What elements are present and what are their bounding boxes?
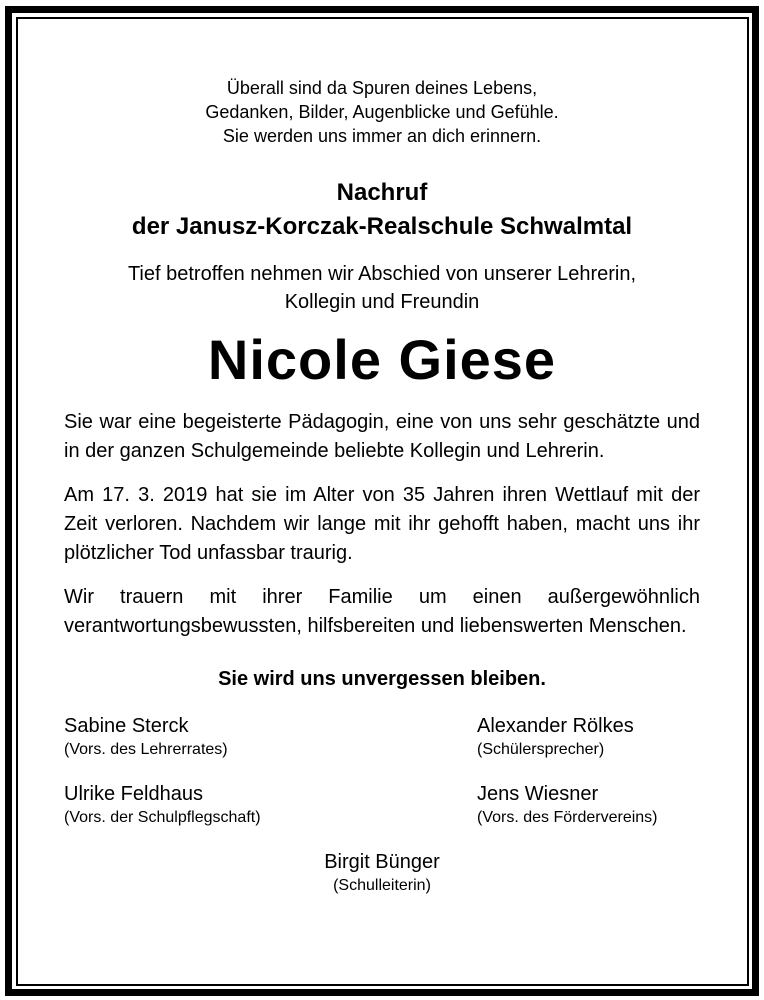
signatory bbox=[477, 781, 658, 829]
signatory bbox=[477, 713, 634, 761]
signatory-name: Alexander Rölkes bbox=[477, 715, 634, 737]
signatory bbox=[64, 781, 261, 829]
intro-text bbox=[64, 260, 700, 316]
signatories bbox=[64, 713, 700, 903]
paragraph: Am 17. 3. 2019 hat sie im Alter von 35 Jahren ihren Wettlauf mit der Zeit verloren. Nachdem wir lange mit ihr gehofft haben, macht uns ihr plötzlicher Tod unfassbar traurig. bbox=[64, 484, 700, 564]
signatory-role: (Vors. des Fördervereins) bbox=[477, 809, 658, 826]
deceased-name: Nicole Giese bbox=[207, 328, 557, 391]
signatory bbox=[64, 849, 700, 897]
signatory-name: Ulrike Feldhaus bbox=[64, 783, 203, 805]
signatory-role: (Vors. des Lehrerrates) bbox=[64, 741, 228, 758]
intro-line: Kollegin und Freundin bbox=[284, 291, 480, 313]
motto-line: Sie werden uns immer an dich erinnern. bbox=[222, 126, 542, 146]
motto-line: Gedanken, Bilder, Augenblicke und Gefühle. bbox=[205, 102, 559, 122]
obituary-heading bbox=[64, 176, 700, 244]
motto-verse bbox=[64, 76, 700, 148]
paragraph: Wir trauern mit ihrer Familie um einen außergewöhnlich verantwortungsbewussten, hilfsbereiten und liebenswerten Menschen. bbox=[64, 586, 700, 637]
signatory-role: (Schulleiterin) bbox=[333, 877, 431, 894]
signatory bbox=[64, 713, 228, 761]
closing-line: Sie wird uns unvergessen bleiben. bbox=[218, 668, 546, 690]
obituary-content bbox=[64, 70, 700, 903]
heading-school: der Janusz-Korczak-Realschule Schwalmtal bbox=[131, 213, 633, 240]
paragraph: Sie war eine begeisterte Pädagogin, eine von uns sehr geschätzte und in der ganzen Schulgemeinde beliebte Kollegin und Lehrerin. bbox=[64, 411, 700, 462]
signatory-role: (Schülersprecher) bbox=[477, 741, 605, 758]
signatory-role: (Vors. der Schulpflegschaft) bbox=[64, 809, 261, 826]
intro-line: Tief betroffen nehmen wir Abschied von unserer Lehrerin, bbox=[127, 263, 637, 285]
motto-line: Überall sind da Spuren deines Lebens, bbox=[226, 78, 538, 98]
signatory-name: Sabine Sterck bbox=[64, 715, 189, 737]
signatory-name: Jens Wiesner bbox=[477, 783, 599, 805]
heading-title: Nachruf bbox=[336, 179, 428, 206]
signatory-name: Birgit Bünger bbox=[324, 851, 440, 873]
